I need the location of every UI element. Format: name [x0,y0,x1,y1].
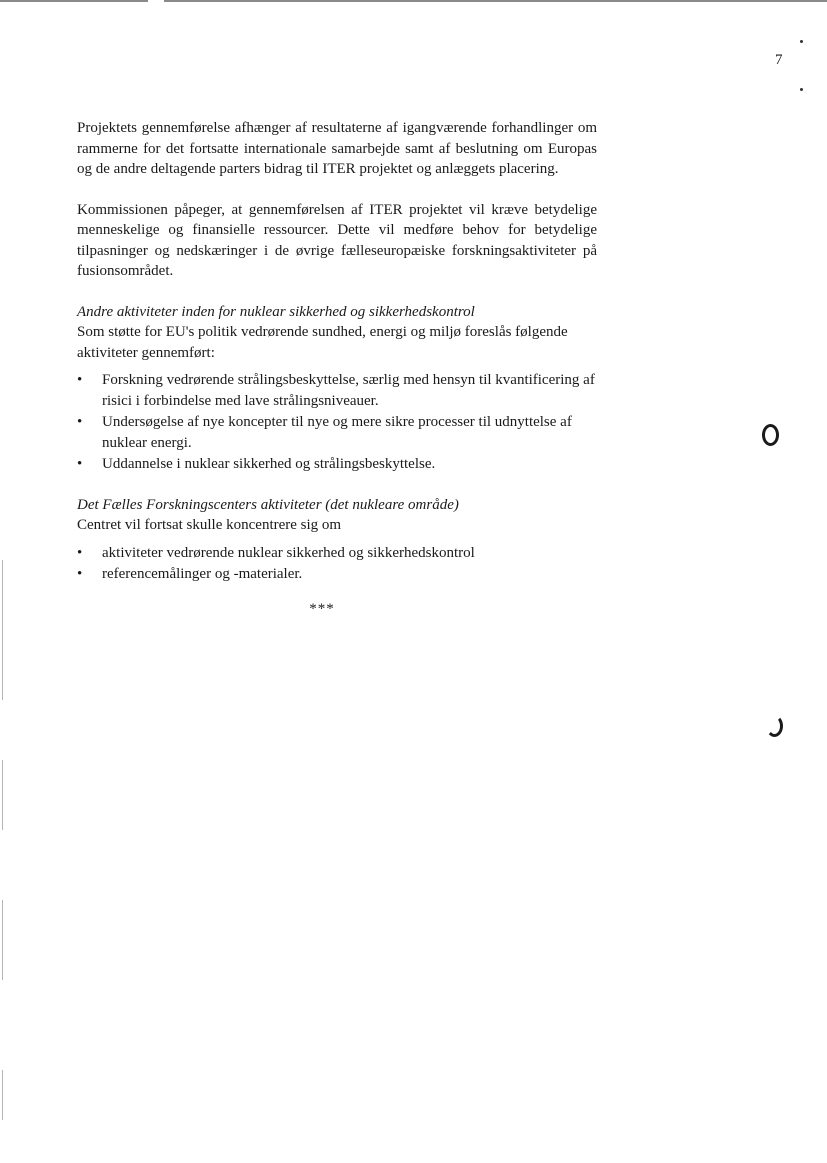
section-heading: Det Fælles Forskningscenters aktiviteter (det nukleare område) [77,496,459,513]
scan-speck [800,88,803,91]
paragraph-commission-resources: Kommissionen påpeger, at gennemførelsen af ITER projektet vil kræve betydelige menneskelige og finansielle ressourcer. Dette vil medføre behov for betydelige tilpasninger og nedskæringer i de øvrige fælleseuropæiske forskningsaktiviteter på fusionsområdet. [77,201,597,279]
section-heading: Andre aktiviteter inden for nuklear sikkerhed og sikkerhedskontrol [77,303,475,320]
document-body [77,118,597,619]
closing-separator: *** [309,600,335,617]
list-item: • Forskning vedrørende strålingsbeskyttelse, særlig med hensyn til kvantificering af risici i forbindelse med lave strålingsniveauer. [77,370,597,411]
scan-edge-mark [2,760,3,830]
page-number: 7 [775,52,783,68]
bullet-list [77,543,597,585]
bullet-list [77,370,597,475]
scan-edge-mark [2,1070,3,1120]
punch-hole-mark [762,424,779,446]
list-item: • Undersøgelse af nye koncepter til nye og mere sikre processer til udnyttelse af nuklear energi. [77,412,597,453]
scan-edge-mark [2,900,3,980]
list-item: • referencemålinger og -materialer. [77,564,597,585]
section-intro: Centret vil fortsat skulle koncentrere sig om [77,517,342,533]
list-item: • Uddannelse i nuklear sikkerhed og strålingsbeskyttelse. [77,454,597,475]
section-nuclear-safety [77,302,597,475]
paragraph-iter-dependencies: Projektets gennemførelse afhænger af resultaterne af igangværende forhandlinger om rammerne for det fortsatte internationale samarbejde samt af beslutning om Europas og de andre deltagende parters bidrag til ITER projektet og anlæggets placering. [77,120,597,177]
section-jrc-activities [77,495,597,585]
top-edge-rule [0,0,827,2]
scan-speck [800,40,803,43]
list-item: • aktiviteter vedrørende nuklear sikkerhed og sikkerhedskontrol [77,543,597,564]
scan-edge-mark [2,560,3,700]
section-intro: Som støtte for EU's politik vedrørende sundhed, energi og miljø foreslås følgende aktiviteter gennemført: [77,324,568,361]
top-edge-gap [148,0,164,2]
punch-hole-mark [766,715,783,737]
